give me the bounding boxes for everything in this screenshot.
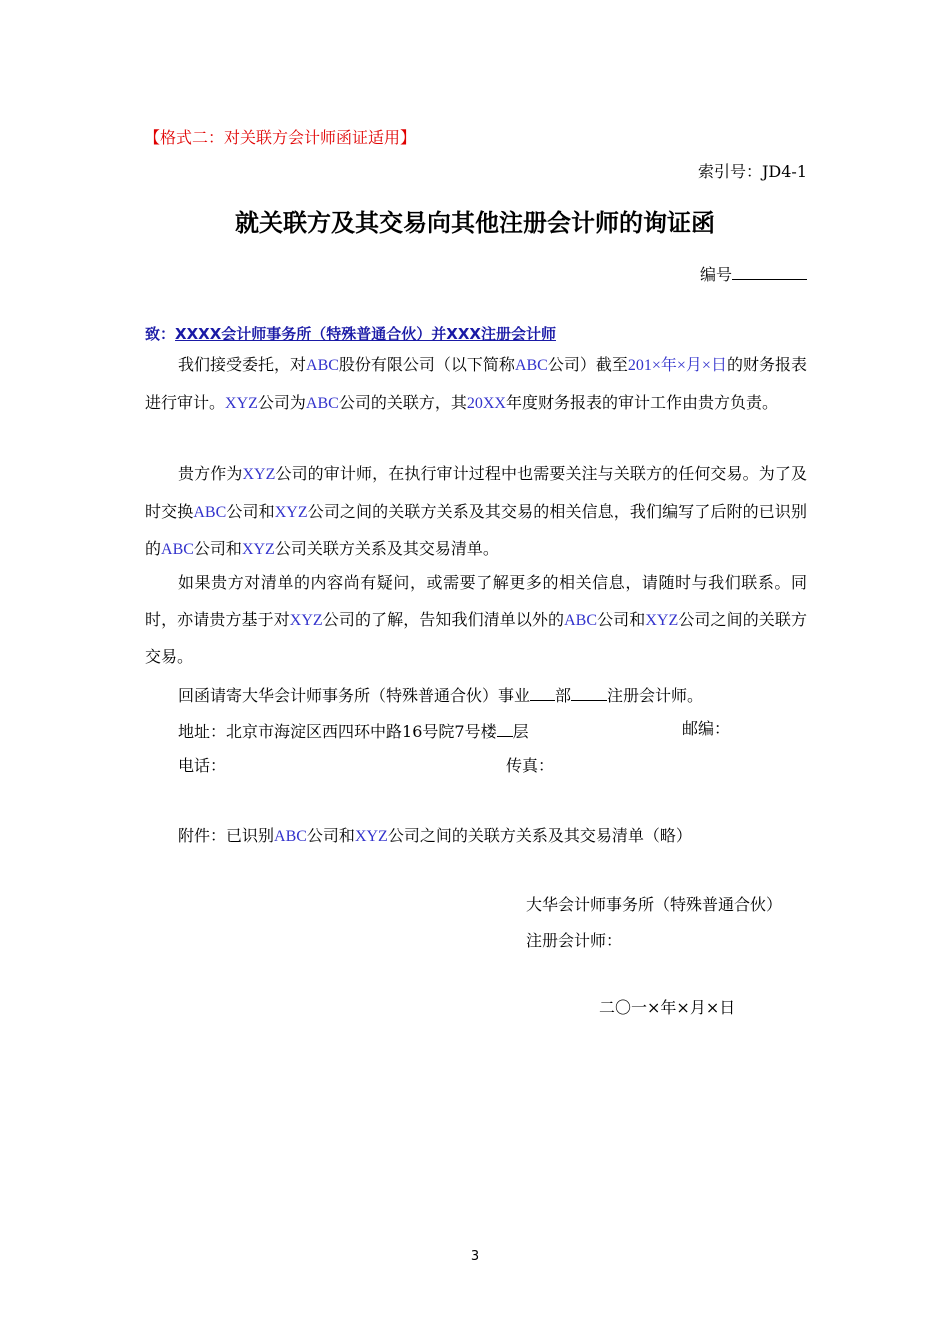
p1-text: 的财务报表进行审计。	[145, 355, 807, 412]
format-note: 【格式二：对关联方会计师函证适用】	[144, 128, 417, 147]
recipient-name: XXXX会计师事务所（特殊普通合伙）并XXX注册会计师	[175, 325, 556, 343]
index-number: 索引号：JD4-1	[697, 162, 807, 181]
p3-text: 如果贵方对清单的内容尚有疑问，或需要了解更多的相关信息，请随时与我们联系。同时，亦请贵方基于对	[145, 573, 807, 629]
p1-text: 公司）截至	[547, 355, 628, 374]
p2-text: 公司的审计师，在执行审计过程中也需要关注与关联方的任何交易。为了及时交换	[145, 464, 807, 521]
reply-text: 部	[555, 686, 572, 705]
address-text: 层	[512, 722, 529, 741]
cpa-blank	[571, 683, 607, 701]
address-text: 号楼	[464, 722, 497, 741]
address-text: 号院	[422, 722, 455, 741]
fax-label: 传真：	[506, 756, 555, 775]
p2-xyz: XYZ	[274, 503, 308, 521]
p3-xyz: XYZ	[645, 611, 679, 629]
page-number: 3	[470, 1249, 480, 1264]
p3-xyz: XYZ	[289, 611, 323, 629]
p1-text: 年度财务报表的审计工作由贵方负责。	[505, 392, 778, 412]
reply-line	[178, 683, 703, 706]
paragraph-1	[145, 347, 807, 422]
signature-firm: 大华会计师事务所（特殊普通合伙）	[526, 895, 783, 914]
p1-abc: ABC	[306, 357, 339, 374]
signature-date: 二〇一×年×月×日	[599, 998, 736, 1017]
p2-abc: ABC	[161, 541, 194, 558]
recipient-line	[145, 323, 556, 344]
number-field	[700, 262, 807, 285]
postcode-label: 邮编：	[682, 719, 731, 738]
p1-text: 公司为	[257, 392, 306, 412]
p2-abc: ABC	[193, 503, 227, 521]
p3-text: 公司之间的关联方交易。	[145, 609, 807, 666]
department-blank	[530, 683, 555, 701]
attachment-line	[178, 826, 692, 847]
p1-text: 股份有限公司（以下简称	[338, 355, 515, 374]
number-label: 编号	[699, 265, 732, 284]
p1-date: 201×年×月×日	[627, 357, 727, 374]
attachment-text: 公司之间的关联方关系及其交易清单（略）	[387, 826, 692, 845]
attachment-abc: ABC	[274, 828, 307, 845]
p2-text: 公司关联方关系及其交易清单。	[274, 539, 499, 558]
p2-text: 公司之间的关联方关系及其交易的相关信息，我们编写了后附的已识别的	[145, 501, 807, 558]
paragraph-3	[145, 565, 807, 676]
page-title: 就关联方及其交易向其他注册会计师的询证函	[235, 209, 715, 237]
attachment-xyz: XYZ	[354, 828, 388, 845]
attachment-text: 附件：已识别	[178, 826, 275, 845]
floor-blank	[497, 719, 513, 737]
p2-text: 公司和	[226, 501, 275, 521]
recipient-prefix: 致：	[145, 325, 176, 343]
paragraph-2	[145, 456, 807, 569]
address-text: 地址：北京市海淀区西四环中路	[178, 722, 403, 741]
phone-label: 电话：	[178, 756, 227, 775]
p3-text: 公司的了解，告知我们清单以外的	[322, 609, 565, 629]
p3-abc: ABC	[564, 611, 597, 629]
p1-text: 公司的关联方，其	[338, 392, 467, 412]
number-blank	[732, 262, 807, 280]
p2-text: 公司和	[193, 539, 242, 558]
reply-text: 注册会计师。	[607, 686, 704, 705]
p1-abc: ABC	[514, 357, 548, 374]
p3-text: 公司和	[597, 609, 646, 629]
p1-abc: ABC	[305, 394, 339, 412]
reply-text: 回函请寄大华会计师事务所（特殊普通合伙）事业	[178, 686, 531, 705]
p1-text: 我们接受委托，对	[178, 355, 307, 374]
p2-xyz: XYZ	[242, 466, 276, 483]
address-number: 16	[402, 722, 423, 741]
p2-text: 贵方作为	[178, 464, 243, 483]
p1-year: 20XX	[466, 394, 506, 412]
p1-xyz: XYZ	[225, 394, 258, 412]
address-number: 7	[454, 722, 465, 741]
signature-cpa: 注册会计师：	[526, 931, 623, 950]
attachment-text: 公司和	[306, 826, 355, 845]
p2-xyz: XYZ	[241, 541, 275, 558]
address-line	[178, 719, 529, 742]
